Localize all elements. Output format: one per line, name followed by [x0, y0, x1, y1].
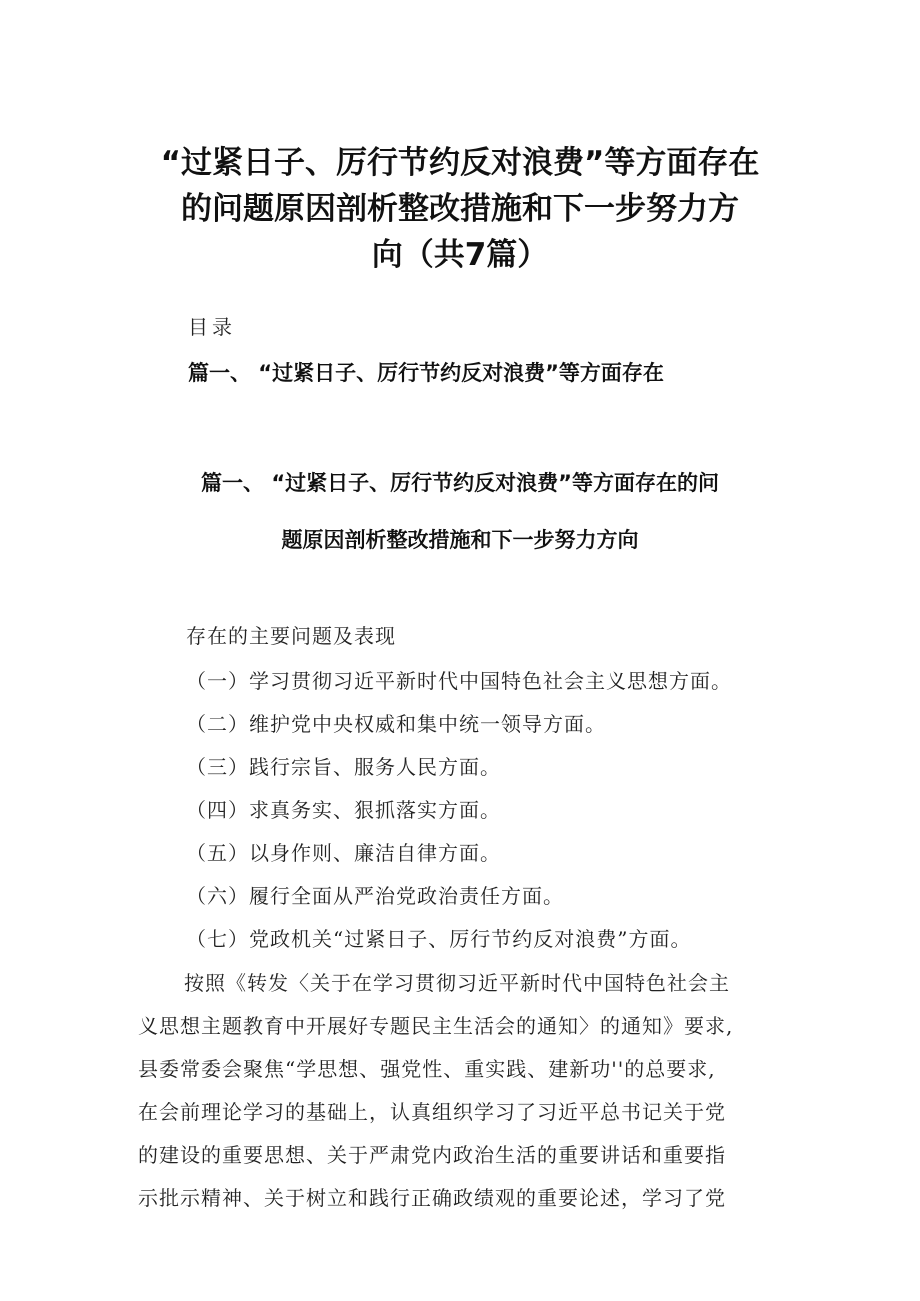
chapter-heading-line: 题原因剖析整改措施和下一步努力方向	[281, 528, 639, 552]
issue-item: （五）以身作则、廉洁自律方面。	[186, 841, 501, 865]
toc-label: 目录	[188, 315, 236, 339]
body-line: 示批示精神、关于树立和践行正确政绩观的重要论述，学习了党	[138, 1186, 726, 1210]
issue-item: （二）维护党中央权威和集中统一领导方面。	[186, 712, 606, 736]
issue-item: （四）求真务实、狠抓落实方面。	[186, 798, 501, 822]
issue-item: （七）党政机关“过紧日子、厉行节约反对浪费”方面。	[186, 927, 692, 951]
issue-list	[186, 660, 732, 961]
toc-item-1[interactable]: 篇一、 “过紧日子、厉行节约反对浪费”等方面存在	[188, 361, 664, 385]
body-line: 按照《转发〈关于在学习贯彻习近平新时代中国特色社会主	[184, 971, 730, 995]
issue-item: （六）履行全面从严治党政治责任方面。	[186, 884, 564, 908]
title-line: 的问题原因剖析整改措施和下一步努力方	[181, 191, 739, 227]
chapter-heading	[120, 455, 800, 569]
document-title	[120, 140, 800, 278]
body-line: 义思想主题教育中开展好专题民主生活会的通知〉的通知》要求,	[138, 1014, 734, 1038]
body-paragraph	[138, 962, 788, 1220]
body-line: 的建设的重要思想、关于严肃党内政治生活的重要讲话和重要指	[138, 1143, 726, 1167]
title-line: “过紧日子、厉行节约反对浪费”等方面存在	[160, 145, 760, 181]
body-line: 县委常委会聚焦“学思想、强党性、重实践、建新功''的总要求,	[138, 1057, 716, 1081]
body-line: 在会前理论学习的基础上，认真组织学习了习近平总书记关于党	[138, 1100, 726, 1124]
issue-item: （一）学习贯彻习近平新时代中国特色社会主义思想方面。	[186, 669, 732, 693]
chapter-heading-line: 篇一、 “过紧日子、厉行节约反对浪费”等方面存在的问	[201, 471, 719, 495]
issue-item: （三）践行宗旨、服务人民方面。	[186, 755, 501, 779]
title-line: 向（共7篇）	[371, 237, 549, 273]
section-title: 存在的主要问题及表现	[186, 624, 396, 648]
